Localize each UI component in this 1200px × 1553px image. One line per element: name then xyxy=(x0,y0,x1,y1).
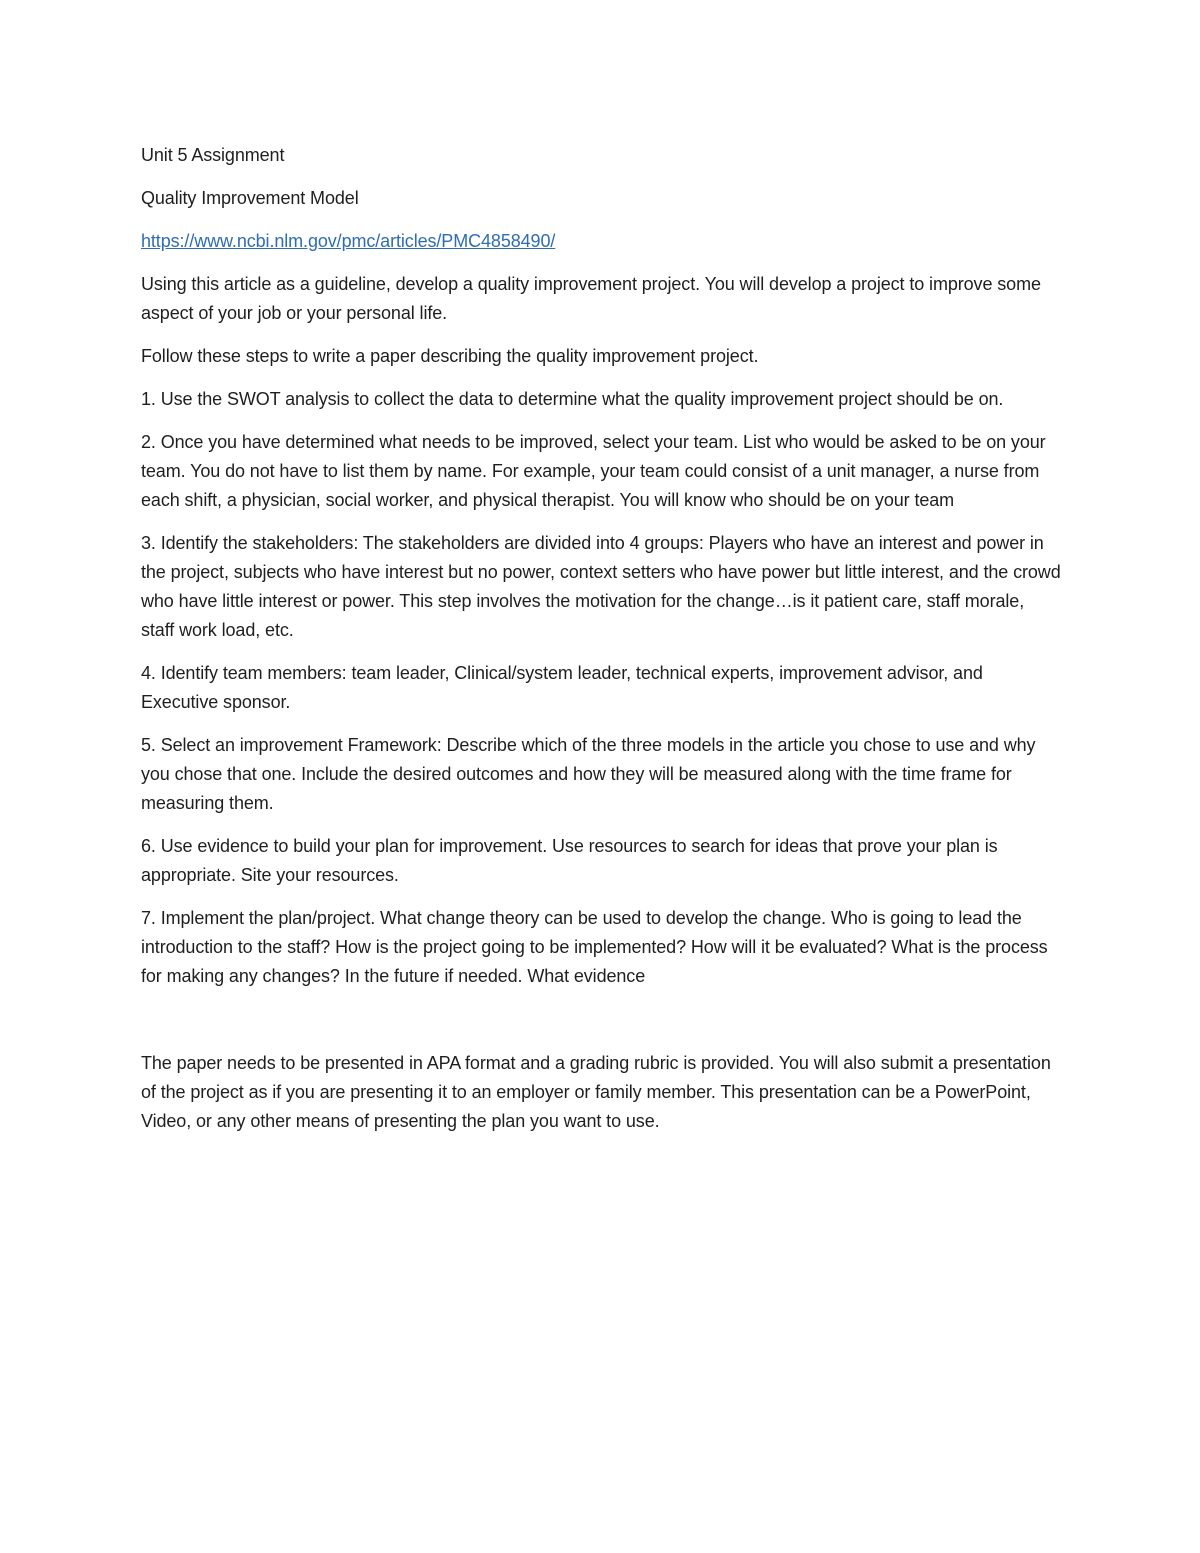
article-link[interactable]: https://www.ncbi.nlm.gov/pmc/articles/PMC4858490/ xyxy=(141,231,556,251)
step-6: 6. Use evidence to build your plan for improvement. Use resources to search for ideas that prove your plan is appropriate. Site your resources. xyxy=(141,836,998,885)
step-1: 1. Use the SWOT analysis to collect the data to determine what the quality improvement project should be on. xyxy=(141,389,1004,409)
step-3: 3. Identify the stakeholders: The stakeholders are divided into 4 groups: Players who have an interest and power in the project, subjects who have interest but no power, context setters who have power but little interest, and the crowd who have little interest or power. This step involves the motivation for the change…is it patient care, staff morale, staff work load, etc. xyxy=(141,533,1061,640)
document-subtitle: Quality Improvement Model xyxy=(141,188,359,208)
document-body xyxy=(141,141,1061,1150)
intro-paragraph: Using this article as a guideline, develop a quality improvement project. You will develop a project to improve some aspect of your job or your personal life. xyxy=(141,274,1041,323)
step-2: 2. Once you have determined what needs to be improved, select your team. List who would be asked to be on your team. You do not have to list them by name. For example, your team could consist of a unit manager, a nurse from each shift, a physician, social worker, and physical therapist. You will know who should be on your team xyxy=(141,432,1046,510)
step-4: 4. Identify team members: team leader, Clinical/system leader, technical experts, improvement advisor, and Executive sponsor. xyxy=(141,663,983,712)
document-title: Unit 5 Assignment xyxy=(141,145,285,165)
article-link-paragraph xyxy=(141,227,1061,256)
step-7: 7. Implement the plan/project. What change theory can be used to develop the change. Who is going to lead the introduction to the staff? How is the project going to be implemented? How will it be evaluated? What is the process for making any changes? In the future if needed. What evidence xyxy=(141,908,1048,986)
blank-line xyxy=(141,1005,1061,1049)
steps-intro-paragraph: Follow these steps to write a paper describing the quality improvement project. xyxy=(141,346,759,366)
closing-paragraph: The paper needs to be presented in APA format and a grading rubric is provided. You will also submit a presentation of the project as if you are presenting it to an employer or family member. This presentation can be a PowerPoint, Video, or any other means of presenting the plan you want to use. xyxy=(141,1053,1051,1131)
step-5: 5. Select an improvement Framework: Describe which of the three models in the article you chose to use and why you chose that one. Include the desired outcomes and how they will be measured along with the time frame for measuring them. xyxy=(141,735,1036,813)
